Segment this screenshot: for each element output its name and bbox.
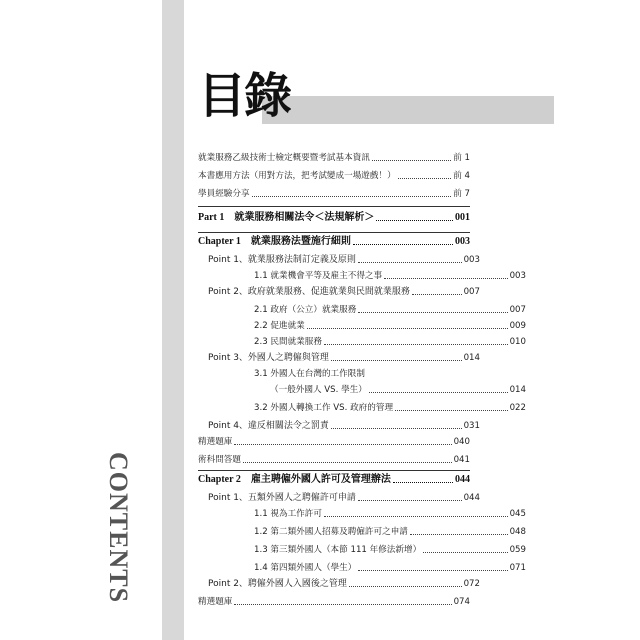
divider [198,470,470,471]
toc-row[interactable]: 學員經驗分享 前 7 [198,186,470,202]
title-bar [262,96,554,124]
toc-row[interactable]: 1.1 視為工作許可 045 [198,506,526,522]
chapter-heading[interactable]: Chapter 2 雇主聘僱外國人許可及管理辦法 044 [198,474,470,485]
chapter-heading[interactable]: Chapter 1 就業服務法暨施行細則 003 [198,236,470,247]
divider [198,206,470,207]
divider [198,232,470,233]
toc-row[interactable]: 1.4 第四類外國人（學生） 071 [198,560,526,576]
toc-row[interactable]: Point 4、違反相關法令之罰責 031 [198,418,480,434]
page-title: 目錄 [198,68,291,124]
contents-vertical-label: CONTENTS [104,452,133,604]
toc-row[interactable]: 3.2 外國人轉換工作 VS. 政府的管理 022 [198,400,526,416]
toc-row[interactable]: 1.3 第三類外國人（本節 111 年修法新增） 059 [198,542,526,558]
toc-row[interactable]: Point 3、外國人之聘僱與管理 014 [198,350,480,366]
toc-row-first-line: 3.1 外國人在台灣的工作限制 [254,369,365,379]
toc-row[interactable]: Point 2、政府就業服務、促進就業與民間就業服務 007 [198,284,480,300]
sidebar-band [162,0,184,640]
toc-row[interactable]: 1.1 就業機會平等及雇主不得之事 003 [198,268,526,284]
toc-row[interactable]: 2.2 促進就業 009 [198,318,526,334]
toc-row[interactable]: 就業服務乙級技術士檢定概要暨考試基本資訊 前 1 [198,150,470,166]
toc-row[interactable]: 術科問答題 041 [198,452,470,468]
toc-row[interactable]: 2.3 民間就業服務 010 [198,334,526,350]
toc-row[interactable]: 2.1 政府（公立）就業服務 007 [198,302,526,318]
part-heading[interactable]: Part 1 就業服務相關法令＜法規解析＞ 001 [198,212,470,223]
toc-row[interactable]: Point 2、聘僱外國人入國後之管理 072 [198,576,480,592]
toc-row[interactable]: （一般外國人 VS. 學生） 014 [198,382,526,398]
toc-row[interactable]: Point 1、五類外國人之聘僱許可申請 044 [198,490,480,506]
toc-row[interactable]: 精選題庫 074 [198,594,470,610]
toc-row[interactable]: 1.2 第二類外國人招募及聘僱許可之申請 048 [198,524,526,540]
toc-row[interactable]: 精選題庫 040 [198,434,470,450]
toc-row[interactable]: 本書應用方法（用對方法，把考試變成一場遊戲！） 前 4 [198,168,470,184]
toc-row[interactable]: Point 1、就業服務法制訂定義及原則 003 [198,252,480,268]
